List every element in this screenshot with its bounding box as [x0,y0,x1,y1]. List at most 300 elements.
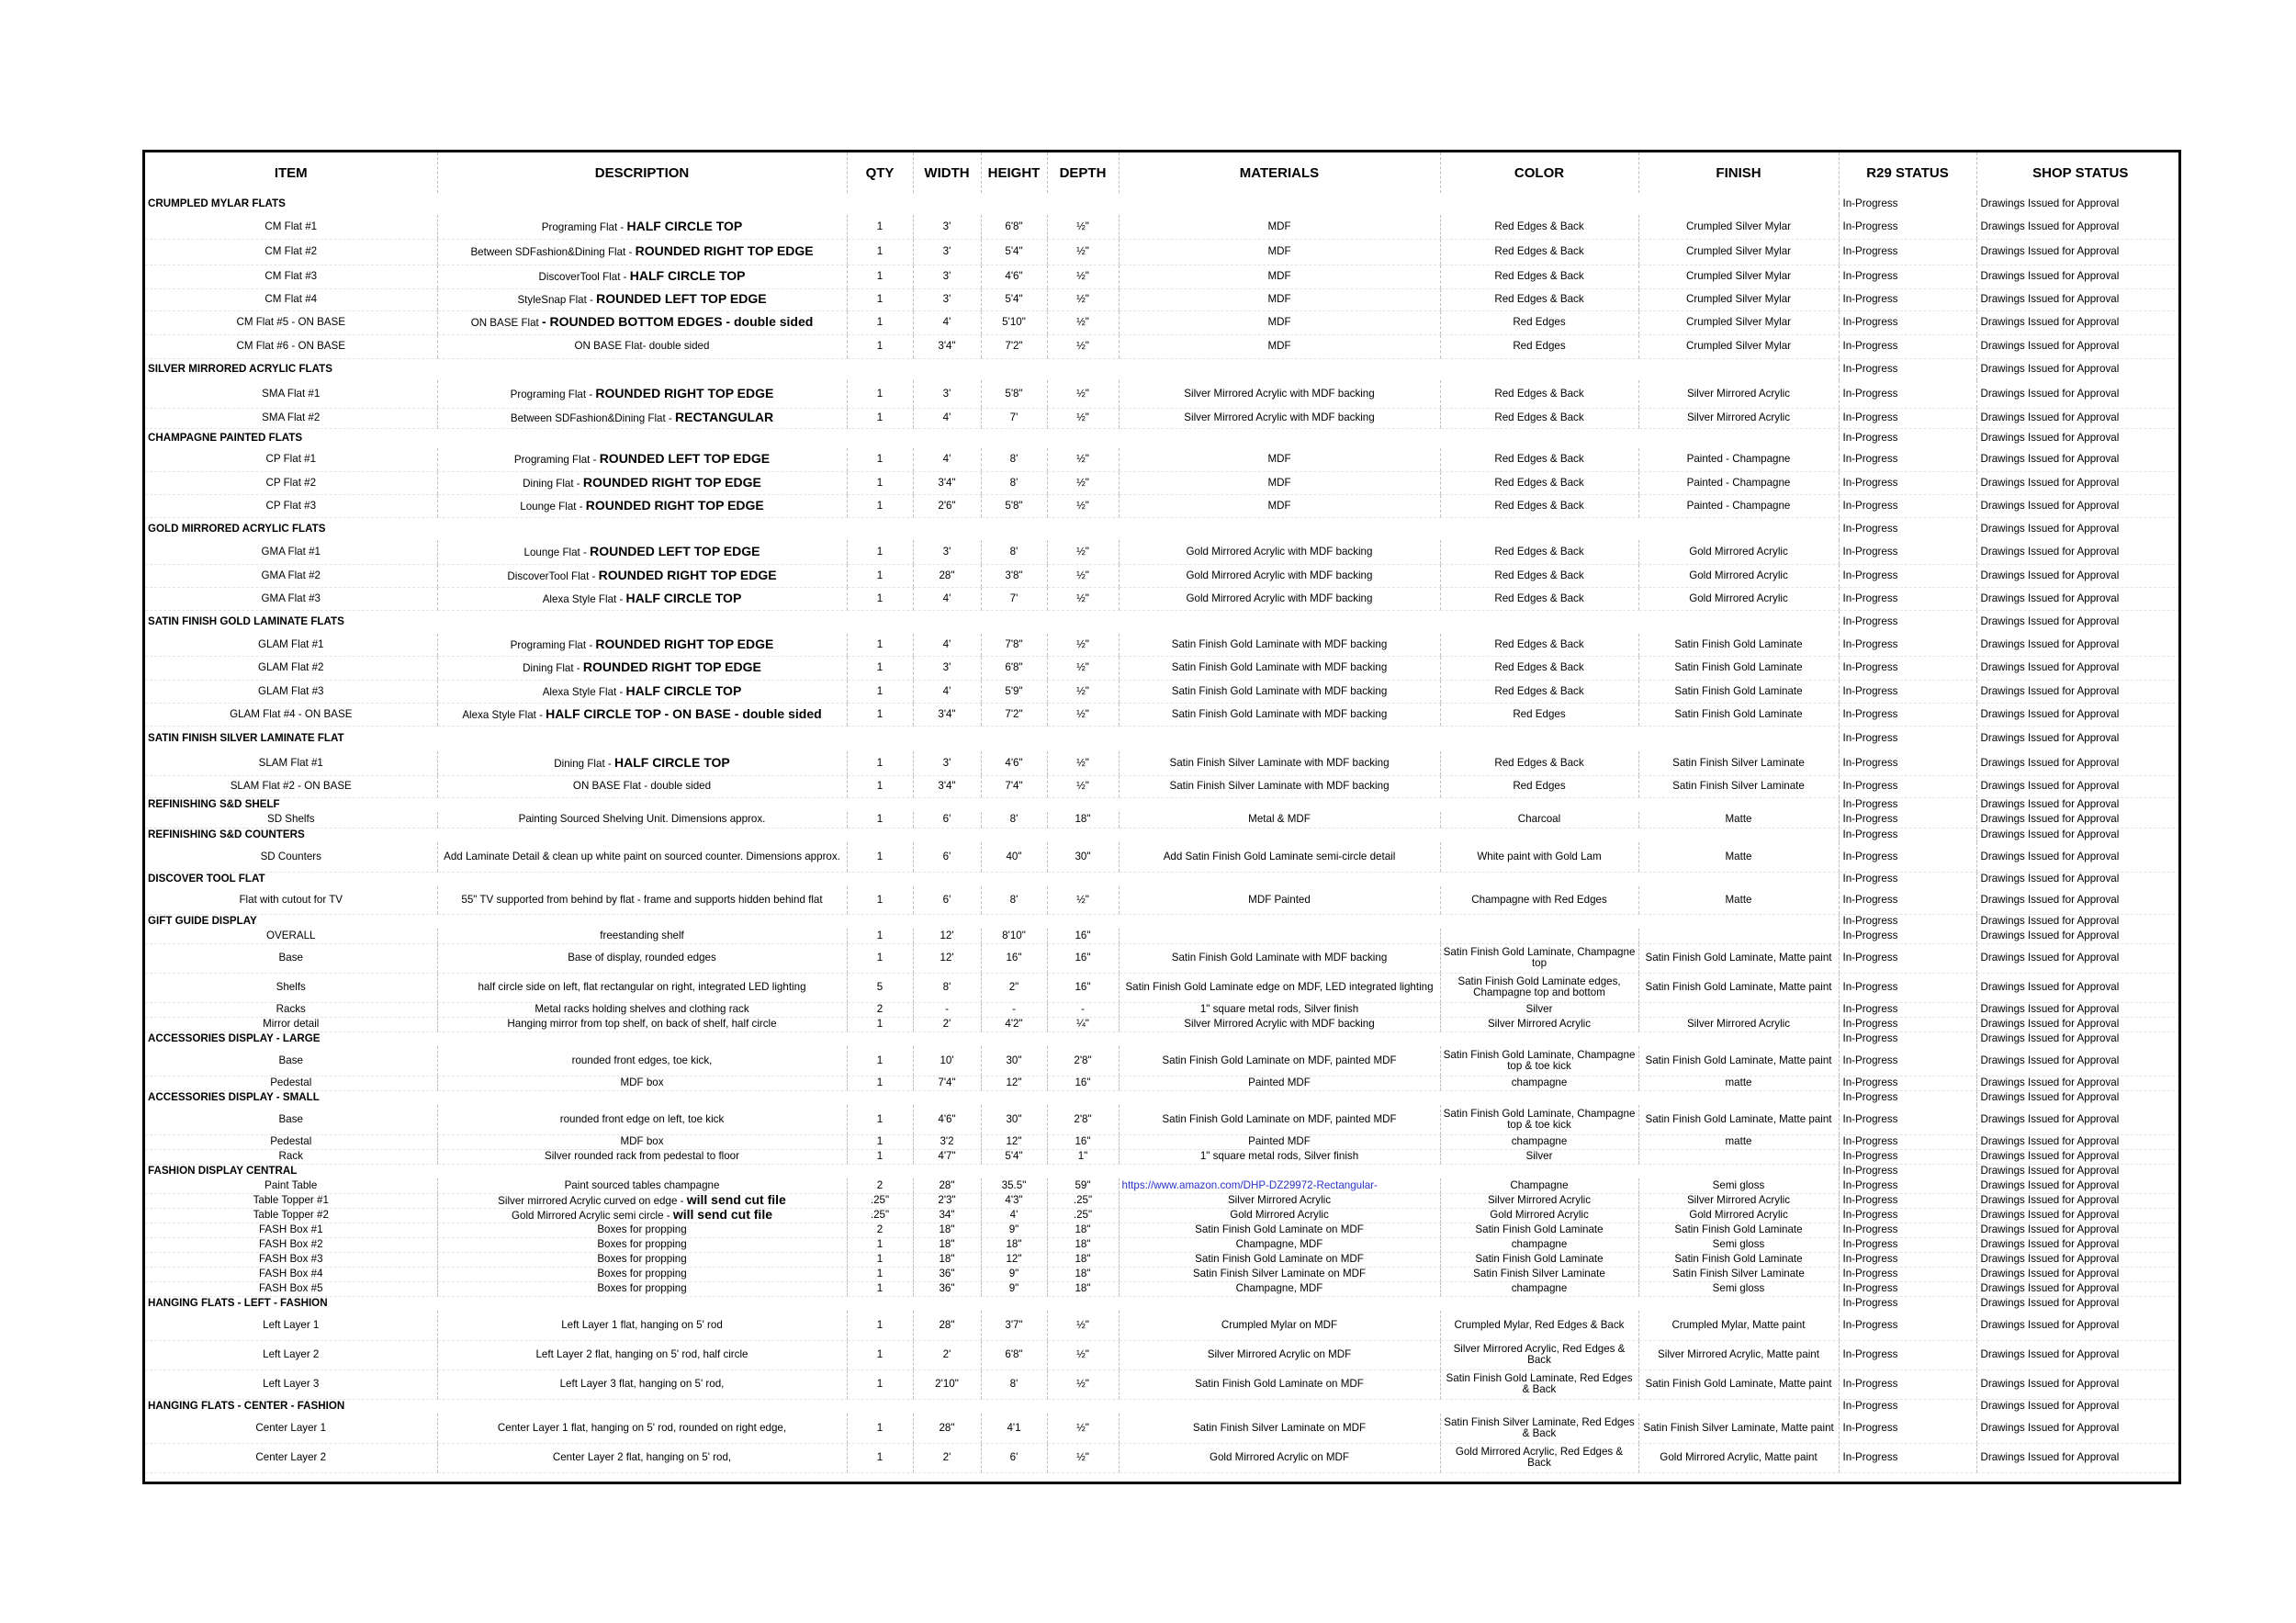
shop-status[interactable]: Drawings Issued for Approval [1976,1340,2181,1369]
r29-status[interactable]: In-Progress [1839,215,1976,239]
description-emphasis: ROUNDED LEFT TOP EDGE [599,451,771,467]
r29-status[interactable]: In-Progress [1839,494,1976,517]
item-name: Left Layer 1 [145,1311,437,1340]
shop-status[interactable]: Drawings Issued for Approval [1976,215,2181,239]
item-description [437,1281,847,1296]
r29-status[interactable]: In-Progress [1839,943,1976,973]
r29-status[interactable]: In-Progress [1839,1002,1976,1017]
qty-cell: 1 [847,334,913,358]
shop-status[interactable]: Drawings Issued for Approval [1976,1208,2181,1223]
item-name: CP Flat #3 [145,494,437,517]
shop-status[interactable]: Drawings Issued for Approval [1976,1267,2181,1281]
depth-cell: ½" [1047,239,1119,265]
item-description [437,1340,847,1369]
r29-status[interactable]: In-Progress [1839,751,1976,775]
header-r29-status[interactable]: R29 STATUS [1839,152,1976,193]
shop-status[interactable]: Drawings Issued for Approval [1976,1443,2181,1472]
shop-status[interactable]: Drawings Issued for Approval [1976,540,2181,564]
r29-status[interactable]: In-Progress [1839,540,1976,564]
r29-status[interactable]: In-Progress [1839,408,1976,428]
description-emphasis: ROUNDED RIGHT TOP EDGE [598,567,777,582]
height-cell: 5'9" [981,680,1047,703]
description-emphasis: - ROUNDED BOTTOM EDGES - double sided [542,314,814,329]
shop-status[interactable]: Drawings Issued for Approval [1976,1223,2181,1237]
description-text: Dining Flat - [523,662,583,674]
table-row[interactable] [145,1223,2181,1237]
r29-status[interactable]: In-Progress [1839,1076,1976,1090]
item-name: GLAM Flat #3 [145,680,437,703]
r29-status[interactable]: In-Progress [1839,726,1976,751]
depth-cell: 18" [1047,1267,1119,1281]
shop-status[interactable]: Drawings Issued for Approval [1976,334,2181,358]
item-name: Center Layer 2 [145,1443,437,1472]
description-text: Base of display, rounded edges [568,952,716,964]
table-row[interactable] [145,239,2181,265]
shop-status[interactable]: Drawings Issued for Approval [1976,1090,2181,1105]
table-row[interactable] [145,1017,2181,1031]
qty-cell: 1 [847,1076,913,1090]
build-schedule-sheet [142,150,2181,1484]
r29-status[interactable]: In-Progress [1839,380,1976,408]
r29-status[interactable]: In-Progress [1839,265,1976,288]
description-text: ON BASE Flat [470,317,542,329]
header-qty[interactable]: QTY [847,152,913,193]
shop-status[interactable]: Drawings Issued for Approval [1976,656,2181,680]
shop-status[interactable]: Drawings Issued for Approval [1976,1002,2181,1017]
finish-cell: Satin Finish Silver Laminate, Matte paint [1638,1414,1839,1443]
item-description [437,448,847,471]
shop-status[interactable]: Drawings Issued for Approval [1976,973,2181,1002]
item-name: Center Layer 1 [145,1414,437,1443]
description-text: Silver rounded rack from pedestal to floor [544,1150,739,1162]
r29-status[interactable]: In-Progress [1839,703,1976,726]
header-finish[interactable]: FINISH [1638,152,1839,193]
description-text: DiscoverTool Flat - [538,271,630,283]
description-text: Lounge Flat - [523,546,591,558]
qty-cell: 1 [847,842,913,872]
r29-status[interactable]: In-Progress [1839,1311,1976,1340]
shop-status[interactable]: Drawings Issued for Approval [1976,751,2181,775]
color-cell: Silver Mirrored Acrylic [1440,1017,1638,1031]
item-name: Base [145,1046,437,1076]
shop-status[interactable]: Drawings Issued for Approval [1976,828,2181,842]
shop-status[interactable]: Drawings Issued for Approval [1976,564,2181,587]
materials-cell: Painted MDF [1119,1134,1440,1149]
item-description [437,310,847,334]
shop-status[interactable]: Drawings Issued for Approval [1976,726,2181,751]
depth-cell: 18" [1047,1281,1119,1296]
shop-status[interactable]: Drawings Issued for Approval [1976,797,2181,812]
finish-cell: Crumpled Silver Mylar [1638,239,1839,265]
depth-cell: 16" [1047,1134,1119,1149]
r29-status[interactable]: In-Progress [1839,1105,1976,1134]
r29-status[interactable]: In-Progress [1839,358,1976,380]
item-description [437,564,847,587]
description-text: ON BASE Flat - double sided [572,780,712,792]
r29-status[interactable]: In-Progress [1839,828,1976,842]
table-row[interactable] [145,1443,2181,1472]
description-emphasis: HALF CIRCLE TOP - ON BASE - double sided [546,705,822,721]
table-row[interactable] [145,1046,2181,1076]
product-link[interactable]: https://www.amazon.com/DHP-DZ29972-Rectangular- [1119,1178,1440,1193]
shop-status[interactable]: Drawings Issued for Approval [1976,929,2181,943]
r29-status[interactable]: In-Progress [1839,1134,1976,1149]
finish-cell: Satin Finish Gold Laminate [1638,1252,1839,1267]
table-row[interactable] [145,1149,2181,1164]
r29-status[interactable]: In-Progress [1839,288,1976,310]
description-text: Boxes for propping [597,1282,687,1294]
r29-status[interactable]: In-Progress [1839,1017,1976,1031]
r29-status[interactable]: In-Progress [1839,334,1976,358]
color-cell [1440,929,1638,943]
header-height[interactable]: HEIGHT [981,152,1047,193]
width-cell: 6' [913,842,981,872]
qty-cell: 1 [847,929,913,943]
width-cell: - [913,1002,981,1017]
item-description [437,1369,847,1399]
shop-status[interactable]: Drawings Issued for Approval [1976,265,2181,288]
depth-cell: ½" [1047,408,1119,428]
r29-status[interactable]: In-Progress [1839,1443,1976,1472]
description-emphasis: ROUNDED LEFT TOP EDGE [596,291,767,306]
depth-cell: 18" [1047,1237,1119,1252]
shop-status[interactable]: Drawings Issued for Approval [1976,943,2181,973]
shop-status[interactable]: Drawings Issued for Approval [1976,1369,2181,1399]
shop-status[interactable]: Drawings Issued for Approval [1976,872,2181,886]
item-name: CP Flat #1 [145,448,437,471]
item-description [437,1414,847,1443]
table-row[interactable] [145,1178,2181,1193]
table-row[interactable] [145,1252,2181,1267]
color-cell: Champagne with Red Edges [1440,886,1638,914]
section-header-row [145,914,2181,929]
r29-status[interactable]: In-Progress [1839,1369,1976,1399]
shop-status[interactable]: Drawings Issued for Approval [1976,680,2181,703]
shop-status[interactable]: Drawings Issued for Approval [1976,1149,2181,1164]
header-shop-status[interactable]: SHOP STATUS [1976,152,2181,193]
r29-status[interactable]: In-Progress [1839,775,1976,797]
color-cell: Satin Finish Silver Laminate, Red Edges & Back [1440,1414,1638,1443]
materials-cell: Silver Mirrored Acrylic with MDF backing [1119,408,1440,428]
shop-status[interactable]: Drawings Issued for Approval [1976,1296,2181,1311]
shop-status[interactable]: Drawings Issued for Approval [1976,288,2181,310]
item-description [437,540,847,564]
width-cell: 3' [913,288,981,310]
table-row[interactable] [145,1281,2181,1296]
shop-status[interactable]: Drawings Issued for Approval [1976,517,2181,540]
qty-cell: 1 [847,1340,913,1369]
table-row[interactable] [145,265,2181,288]
materials-cell: Gold Mirrored Acrylic with MDF backing [1119,540,1440,564]
height-cell: 7'2" [981,334,1047,358]
shop-status[interactable]: Drawings Issued for Approval [1976,310,2181,334]
table-row[interactable] [145,1340,2181,1369]
r29-status[interactable]: In-Progress [1839,797,1976,812]
header-color[interactable]: COLOR [1440,152,1638,193]
materials-cell: Painted MDF [1119,1076,1440,1090]
depth-cell: 16" [1047,929,1119,943]
description-emphasis: ROUNDED RIGHT TOP EDGE [635,243,814,258]
shop-status[interactable]: Drawings Issued for Approval [1976,193,2181,215]
table-row[interactable] [145,1208,2181,1223]
r29-status[interactable]: In-Progress [1839,193,1976,215]
table-row[interactable] [145,380,2181,408]
table-row[interactable] [145,408,2181,428]
table-row[interactable] [145,751,2181,775]
materials-cell: Satin Finish Gold Laminate with MDF backing [1119,703,1440,726]
r29-status[interactable]: In-Progress [1839,812,1976,828]
shop-status[interactable]: Drawings Issued for Approval [1976,1178,2181,1193]
finish-cell: Gold Mirrored Acrylic [1638,587,1839,610]
shop-status[interactable]: Drawings Issued for Approval [1976,494,2181,517]
section-title: SATIN FINISH GOLD LAMINATE FLATS [148,615,344,628]
shop-status[interactable]: Drawings Issued for Approval [1976,610,2181,634]
color-cell: Silver [1440,1149,1638,1164]
r29-status[interactable]: In-Progress [1839,448,1976,471]
depth-cell: ½" [1047,680,1119,703]
table-row[interactable] [145,1105,2181,1134]
header-materials[interactable]: MATERIALS [1119,152,1440,193]
r29-status[interactable]: In-Progress [1839,1237,1976,1252]
table-row[interactable] [145,943,2181,973]
table-row[interactable] [145,448,2181,471]
qty-cell: 1 [847,1105,913,1134]
color-cell: Red Edges & Back [1440,215,1638,239]
materials-cell: Satin Finish Silver Laminate with MDF backing [1119,775,1440,797]
shop-status[interactable]: Drawings Issued for Approval [1976,1399,2181,1414]
table-row[interactable] [145,1002,2181,1017]
shop-status[interactable]: Drawings Issued for Approval [1976,1193,2181,1208]
r29-status[interactable]: In-Progress [1839,1267,1976,1281]
shop-status[interactable]: Drawings Issued for Approval [1976,380,2181,408]
finish-cell [1638,1002,1839,1017]
shop-status[interactable]: Drawings Issued for Approval [1976,1252,2181,1267]
table-row[interactable] [145,494,2181,517]
table-row[interactable] [145,540,2181,564]
finish-cell: Crumpled Mylar, Matte paint [1638,1311,1839,1340]
table-row[interactable] [145,1267,2181,1281]
shop-status[interactable]: Drawings Issued for Approval [1976,703,2181,726]
materials-cell: Silver Mirrored Acrylic with MDF backing [1119,380,1440,408]
shop-status[interactable]: Drawings Issued for Approval [1976,775,2181,797]
item-description [437,1017,847,1031]
table-row[interactable] [145,703,2181,726]
r29-status[interactable]: In-Progress [1839,1031,1976,1046]
shop-status[interactable]: Drawings Issued for Approval [1976,239,2181,265]
shop-status[interactable]: Drawings Issued for Approval [1976,1017,2181,1031]
table-row[interactable] [145,310,2181,334]
r29-status[interactable]: In-Progress [1839,872,1976,886]
table-row[interactable] [145,886,2181,914]
shop-status[interactable]: Drawings Issued for Approval [1976,448,2181,471]
qty-cell: 1 [847,215,913,239]
r29-status[interactable]: In-Progress [1839,310,1976,334]
description-text: Left Layer 1 flat, hanging on 5' rod [561,1318,723,1331]
shop-status[interactable]: Drawings Issued for Approval [1976,1046,2181,1076]
materials-cell: Satin Finish Gold Laminate with MDF backing [1119,680,1440,703]
r29-status[interactable]: In-Progress [1839,656,1976,680]
header-width[interactable]: WIDTH [913,152,981,193]
r29-status[interactable]: In-Progress [1839,610,1976,634]
description-emphasis: HALF CIRCLE TOP [626,218,743,233]
table-row[interactable] [145,1414,2181,1443]
r29-status[interactable]: In-Progress [1839,842,1976,872]
r29-status[interactable]: In-Progress [1839,1149,1976,1164]
shop-status[interactable]: Drawings Issued for Approval [1976,471,2181,494]
table-row[interactable] [145,215,2181,239]
r29-status[interactable]: In-Progress [1839,886,1976,914]
width-cell: 28" [913,564,981,587]
qty-cell: 1 [847,310,913,334]
color-cell: Champagne [1440,1178,1638,1193]
r29-status[interactable]: In-Progress [1839,1296,1976,1311]
shop-status[interactable]: Drawings Issued for Approval [1976,914,2181,929]
section-title: CHAMPAGNE PAINTED FLATS [148,432,303,445]
table-row[interactable] [145,842,2181,872]
item-description [437,1076,847,1090]
table-row[interactable] [145,587,2181,610]
item-description [437,929,847,943]
r29-status[interactable]: In-Progress [1839,1414,1976,1443]
shop-status[interactable]: Drawings Issued for Approval [1976,1311,2181,1340]
table-row[interactable] [145,929,2181,943]
shop-status[interactable]: Drawings Issued for Approval [1976,1237,2181,1252]
r29-status[interactable]: In-Progress [1839,1046,1976,1076]
item-description [437,1311,847,1340]
header-item[interactable]: ITEM [274,164,308,181]
color-cell: Satin Finish Gold Laminate edges, Champagne top and bottom [1440,973,1638,1002]
color-cell: Red Edges & Back [1440,265,1638,288]
description-text: Boxes for propping [597,1268,687,1279]
table-row[interactable] [145,564,2181,587]
shop-status[interactable]: Drawings Issued for Approval [1976,1105,2181,1134]
shop-status[interactable]: Drawings Issued for Approval [1976,1076,2181,1090]
r29-status[interactable]: In-Progress [1839,471,1976,494]
depth-cell: 2'8" [1047,1105,1119,1134]
r29-status[interactable]: In-Progress [1839,1399,1976,1414]
shop-status[interactable]: Drawings Issued for Approval [1976,634,2181,656]
width-cell: 3'4" [913,775,981,797]
depth-cell: ½" [1047,886,1119,914]
item-name: CP Flat #2 [145,471,437,494]
item-description [437,1193,847,1208]
shop-status[interactable]: Drawings Issued for Approval [1976,587,2181,610]
finish-cell: Silver Mirrored Acrylic, Matte paint [1638,1340,1839,1369]
r29-status[interactable]: In-Progress [1839,517,1976,540]
header-depth[interactable]: DEPTH [1047,152,1119,193]
shop-status[interactable]: Drawings Issued for Approval [1976,886,2181,914]
height-cell: 3'8" [981,564,1047,587]
r29-status[interactable]: In-Progress [1839,634,1976,656]
width-cell: 2' [913,1340,981,1369]
table-row[interactable] [145,1311,2181,1340]
table-row[interactable] [145,680,2181,703]
section-title: SATIN FINISH SILVER LAMINATE FLAT [148,732,344,745]
r29-status[interactable]: In-Progress [1839,1223,1976,1237]
table-row[interactable] [145,1134,2181,1149]
table-row[interactable] [145,634,2181,656]
width-cell: 3' [913,239,981,265]
depth-cell: ½" [1047,703,1119,726]
color-cell: Red Edges [1440,703,1638,726]
section-title: ACCESSORIES DISPLAY - SMALL [148,1091,320,1104]
table-row[interactable] [145,288,2181,310]
width-cell: 4' [913,448,981,471]
table-row[interactable] [145,1193,2181,1208]
r29-status[interactable]: In-Progress [1839,1090,1976,1105]
qty-cell: 1 [847,471,913,494]
shop-status[interactable]: Drawings Issued for Approval [1976,408,2181,428]
r29-status[interactable]: In-Progress [1839,914,1976,929]
table-row[interactable] [145,1076,2181,1090]
finish-cell: Matte [1638,812,1839,828]
r29-status[interactable]: In-Progress [1839,564,1976,587]
width-cell: 2' [913,1443,981,1472]
qty-cell: 1 [847,408,913,428]
r29-status[interactable]: In-Progress [1839,1252,1976,1267]
shop-status[interactable]: Drawings Issued for Approval [1976,428,2181,448]
shop-status[interactable]: Drawings Issued for Approval [1976,1414,2181,1443]
item-name: CM Flat #4 [145,288,437,310]
shop-status[interactable]: Drawings Issued for Approval [1976,1134,2181,1149]
item-description [437,587,847,610]
r29-status[interactable]: In-Progress [1839,1208,1976,1223]
shop-status[interactable]: Drawings Issued for Approval [1976,1031,2181,1046]
shop-status[interactable]: Drawings Issued for Approval [1976,842,2181,872]
r29-status[interactable]: In-Progress [1839,680,1976,703]
table-row[interactable] [145,471,2181,494]
height-cell: 12" [981,1252,1047,1267]
table-row[interactable] [145,334,2181,358]
table-row[interactable] [145,775,2181,797]
table-row[interactable] [145,656,2181,680]
table-row[interactable] [145,1237,2181,1252]
color-cell: champagne [1440,1134,1638,1149]
table-row[interactable] [145,1369,2181,1399]
r29-status[interactable]: In-Progress [1839,929,1976,943]
qty-cell: 1 [847,634,913,656]
item-name: SMA Flat #1 [145,380,437,408]
item-description [437,239,847,265]
r29-status[interactable]: In-Progress [1839,1281,1976,1296]
shop-status[interactable]: Drawings Issued for Approval [1976,1281,2181,1296]
width-cell: 3'4" [913,334,981,358]
table-row[interactable] [145,812,2181,828]
section-header-row [145,193,2181,215]
r29-status[interactable]: In-Progress [1839,1193,1976,1208]
r29-status[interactable]: In-Progress [1839,1164,1976,1178]
r29-status[interactable]: In-Progress [1839,1340,1976,1369]
description-emphasis: ROUNDED RIGHT TOP EDGE [595,636,774,651]
header-description[interactable]: DESCRIPTION [437,152,847,193]
shop-status[interactable]: Drawings Issued for Approval [1976,358,2181,380]
r29-status[interactable]: In-Progress [1839,428,1976,448]
r29-status[interactable]: In-Progress [1839,587,1976,610]
color-cell: Red Edges & Back [1440,680,1638,703]
shop-status[interactable]: Drawings Issued for Approval [1976,1164,2181,1178]
r29-status[interactable]: In-Progress [1839,1178,1976,1193]
shop-status[interactable]: Drawings Issued for Approval [1976,812,2181,828]
color-cell: Red Edges & Back [1440,239,1638,265]
section-title: SILVER MIRRORED ACRYLIC FLATS [148,363,332,376]
depth-cell: ½" [1047,265,1119,288]
item-name: Racks [145,1002,437,1017]
r29-status[interactable]: In-Progress [1839,239,1976,265]
r29-status[interactable]: In-Progress [1839,973,1976,1002]
table-row[interactable] [145,973,2181,1002]
width-cell: 10' [913,1046,981,1076]
height-cell: 4'2" [981,1017,1047,1031]
